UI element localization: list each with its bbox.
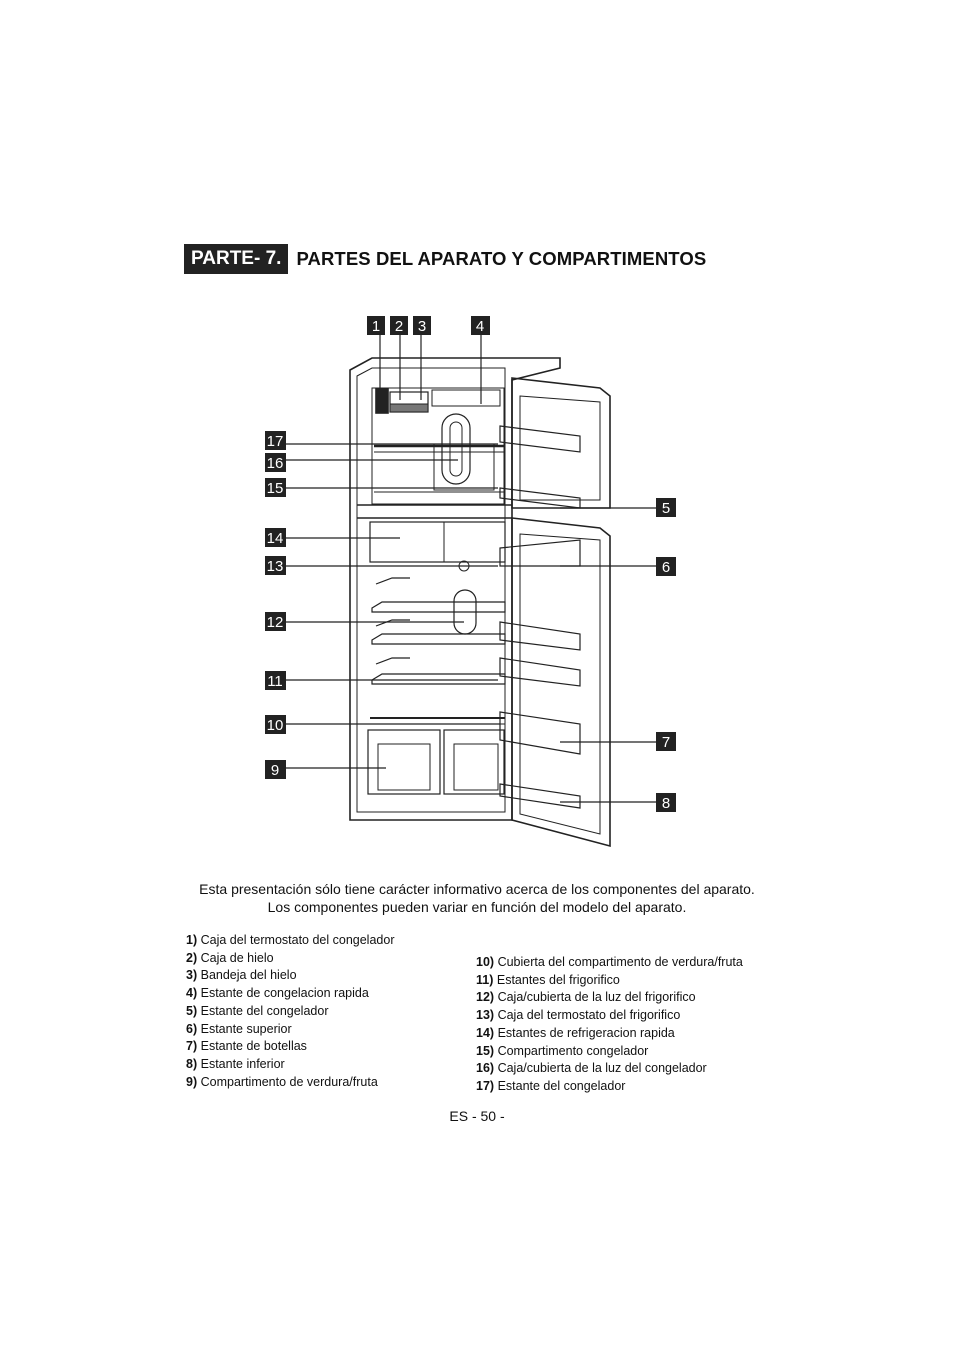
legend-item: [186, 950, 394, 968]
fridge-shelf-2: [372, 634, 505, 644]
legend-number: 4): [186, 986, 198, 1001]
freezer-light-cover: [442, 414, 470, 484]
legend-item: [186, 985, 394, 1003]
legend-item: [476, 1078, 743, 1096]
callout-11: [265, 671, 286, 690]
legend-number: 11): [476, 972, 494, 987]
callout-4: [471, 316, 490, 335]
legend-text: Estante de botellas: [200, 1039, 307, 1054]
legend-item: [186, 1038, 394, 1056]
svg-text:3: 3: [417, 318, 427, 335]
legend-number: 13): [476, 1008, 495, 1023]
legend-number: 14): [476, 1025, 495, 1040]
svg-text:1: 1: [371, 318, 381, 335]
fast-freeze-shelf: [432, 390, 500, 406]
callout-15: [265, 478, 286, 497]
svg-text:5: 5: [661, 500, 671, 517]
legend-text: Estante del congelador: [200, 1003, 329, 1018]
legend-item: [186, 932, 394, 950]
legend-number: 2): [186, 950, 198, 965]
callout-1: [367, 316, 385, 335]
fridge-shelf-3: [372, 674, 505, 684]
callout-5: [656, 498, 676, 517]
legend-number: 1): [186, 933, 198, 947]
legend-item: [186, 1056, 394, 1074]
legend-item: [186, 967, 394, 985]
legend-number: 5): [186, 1003, 198, 1018]
legend-left: [186, 932, 394, 1091]
callout-13: [265, 556, 286, 575]
legend-item: [476, 954, 743, 972]
legend-right: [476, 954, 743, 1096]
callout-17: [265, 431, 286, 450]
legend-item: [476, 1043, 743, 1061]
legend-number: 9): [186, 1074, 198, 1089]
legend-text: Estantes de refrigeracion rapida: [497, 1025, 675, 1040]
legend-number: 16): [476, 1061, 495, 1076]
svg-text:7: 7: [661, 734, 671, 751]
fridge-shelf-1: [372, 602, 505, 612]
callout-14: [265, 528, 286, 547]
svg-text:17: 17: [266, 433, 284, 450]
cabinet-inner: [357, 368, 505, 812]
freezer-thermostat-box: [376, 389, 388, 413]
legend-number: 8): [186, 1056, 198, 1071]
legend-text: Estante superior: [200, 1021, 292, 1036]
callout-7: [656, 732, 676, 751]
legend-text: Compartimento de verdura/fruta: [200, 1074, 378, 1089]
diagram-caption: [150, 880, 804, 916]
callout-2: [390, 316, 408, 335]
legend-number: 15): [476, 1043, 495, 1058]
svg-text:15: 15: [266, 480, 284, 497]
legend-text: Estantes del frigorifico: [496, 972, 620, 987]
legend-text: Estante del congelador: [497, 1078, 626, 1093]
ice-tray: [390, 404, 428, 412]
legend-item: [476, 972, 743, 990]
svg-text:14: 14: [266, 530, 284, 547]
callout-10: [265, 715, 286, 734]
legend-text: Caja del termostato del congelador: [200, 933, 395, 947]
legend-item: [186, 1003, 394, 1021]
legend-text: Caja del termostato del frigorifico: [497, 1008, 681, 1023]
legend-item: [476, 1025, 743, 1043]
section-badge: PARTE- 7.: [184, 244, 288, 274]
fast-cool-shelf: [370, 522, 505, 562]
legend-number: 6): [186, 1021, 198, 1036]
legend-text: Caja/cubierta de la luz del frigorifico: [497, 990, 696, 1005]
legend-number: 3): [186, 968, 198, 983]
legend-item: [476, 1060, 743, 1078]
page-number: ES - 50 -: [449, 1108, 505, 1124]
callout-6: [656, 557, 676, 576]
legend-item: [186, 1021, 394, 1039]
crisper-right: [444, 730, 504, 794]
svg-text:2: 2: [394, 318, 404, 335]
callout-12: [265, 612, 286, 631]
freezer-door: [512, 378, 610, 508]
legend-item: [186, 1074, 394, 1092]
caption-line-2: Los componentes pueden variar en función del modelo del aparato.: [267, 899, 687, 915]
legend-text: Estante inferior: [200, 1056, 285, 1071]
legend-text: Caja/cubierta de la luz del congelador: [497, 1061, 707, 1076]
crisper-left: [368, 730, 440, 794]
legend-number: 12): [476, 990, 495, 1005]
caption-line-1: Esta presentación sólo tiene carácter informativo acerca de los componentes del aparato.: [199, 881, 755, 897]
fridge-door: [512, 518, 610, 846]
svg-text:12: 12: [266, 614, 284, 631]
section-title: PARTES DEL APARATO Y COMPARTIMENTOS: [296, 248, 707, 269]
legend-text: Caja de hielo: [200, 950, 274, 965]
svg-text:9: 9: [270, 762, 280, 779]
svg-text:6: 6: [661, 559, 671, 576]
svg-text:11: 11: [267, 673, 283, 690]
cabinet-outline: [350, 358, 560, 820]
svg-text:16: 16: [266, 455, 284, 472]
legend-item: [476, 1007, 743, 1025]
svg-text:8: 8: [661, 795, 671, 812]
legend-text: Cubierta del compartimento de verdura/fruta: [497, 955, 743, 969]
legend-number: 10): [476, 955, 495, 969]
callout-16: [265, 453, 286, 472]
legend-number: 7): [186, 1039, 198, 1054]
callout-8: [656, 793, 676, 812]
legend-number: 17): [476, 1078, 495, 1093]
legend-text: Compartimento congelador: [497, 1043, 649, 1058]
legend-item: [476, 989, 743, 1007]
svg-text:4: 4: [475, 318, 485, 335]
svg-text:10: 10: [266, 717, 284, 734]
legend-text: Bandeja del hielo: [200, 968, 297, 983]
callout-9: [265, 760, 286, 779]
svg-text:13: 13: [266, 558, 284, 575]
legend-text: Estante de congelacion rapida: [200, 986, 369, 1001]
callout-3: [413, 316, 431, 335]
